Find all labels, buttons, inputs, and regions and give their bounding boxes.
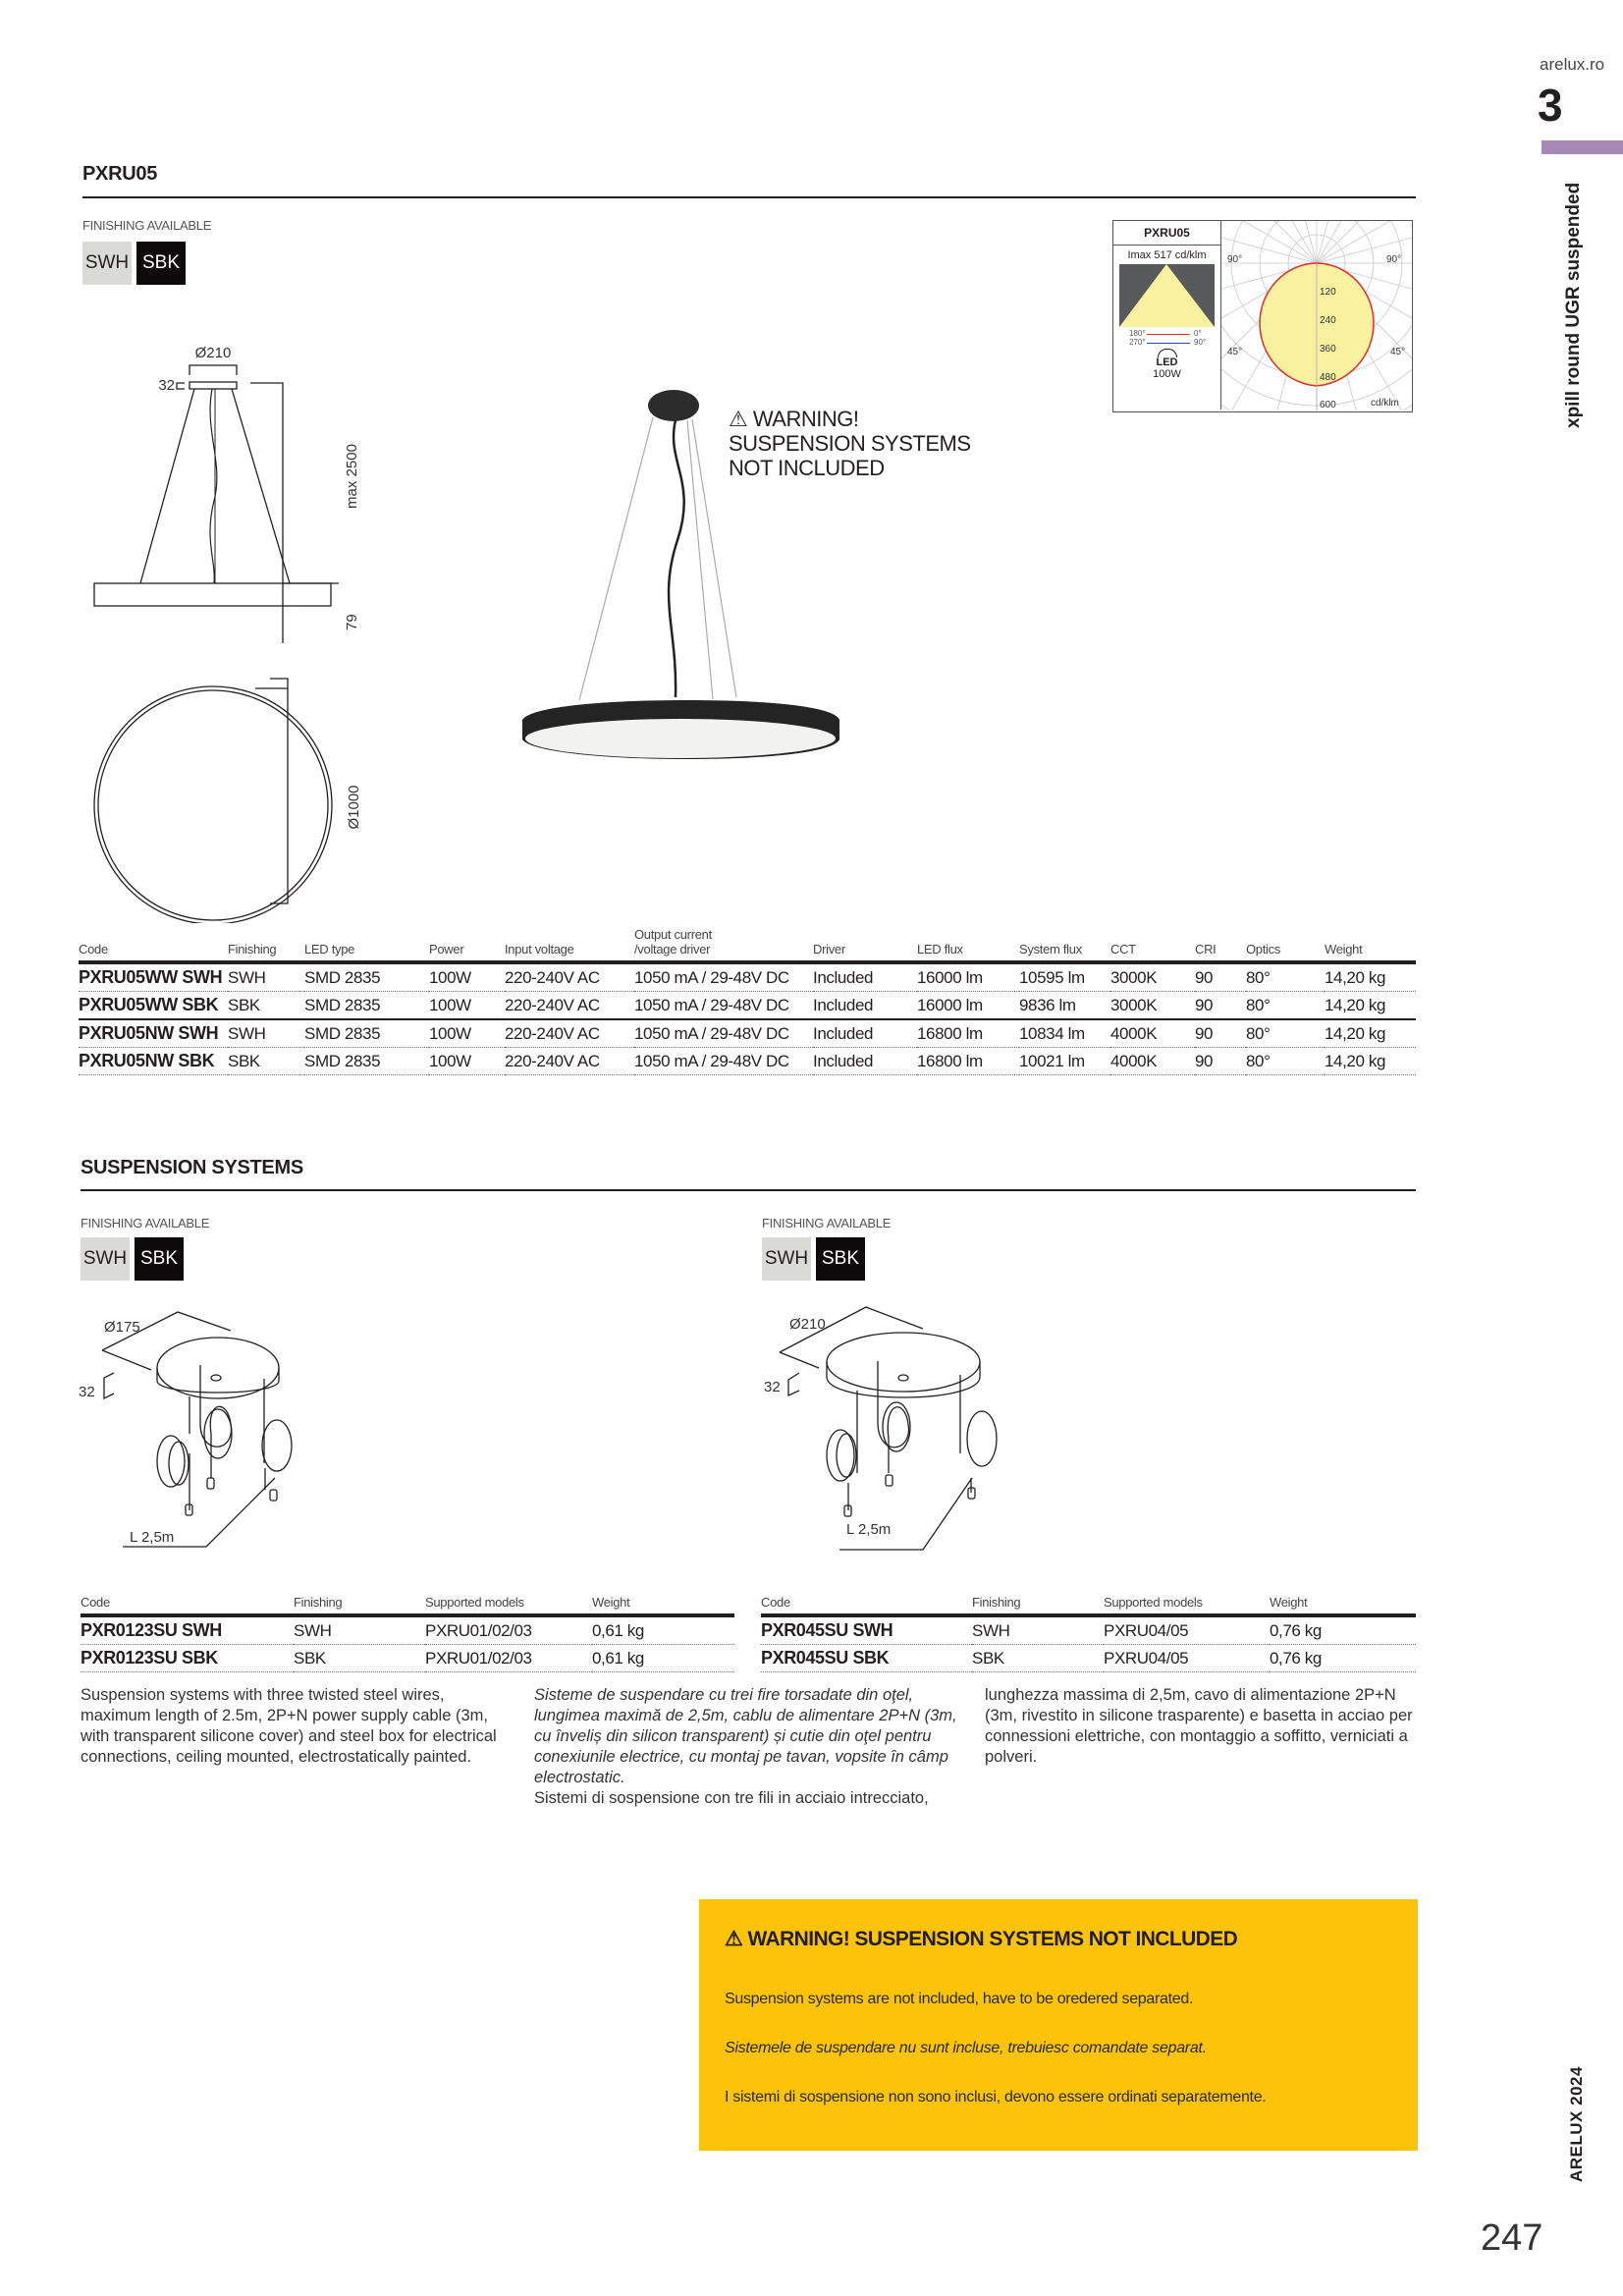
warning-triangle-icon: ⚠ bbox=[725, 1928, 743, 1950]
body-height-label: 79 bbox=[344, 614, 360, 630]
table-row bbox=[79, 1019, 1416, 1048]
col-supported-models: Supported models bbox=[425, 1595, 592, 1615]
warning-line-1: WARNING! bbox=[752, 407, 859, 431]
table-cell: 220-240V AC bbox=[505, 992, 634, 1020]
table-cell: 3000K bbox=[1110, 992, 1195, 1020]
col-output-current: Output current /voltage driver bbox=[634, 927, 813, 962]
table-cell: PXRU04/05 bbox=[1104, 1645, 1270, 1672]
product-code: PXRU05NW SWH bbox=[79, 1019, 228, 1048]
suspension-title: SUSPENSION SYSTEMS bbox=[81, 1157, 303, 1178]
brand-year: ARELUX 2024 bbox=[1567, 2066, 1586, 2182]
product-code: PXRU05NW SBK bbox=[79, 1048, 228, 1075]
unit-label: cd/klm bbox=[1371, 398, 1399, 409]
ring-label-120: 120 bbox=[1320, 287, 1336, 298]
col-weight: Weight bbox=[1325, 927, 1416, 962]
table-cell: 1050 mA / 29-48V DC bbox=[634, 1048, 813, 1075]
table-row bbox=[761, 1615, 1416, 1645]
description-it: lunghezza massima di 2,5m, cavo di alimentazione 2P+N (3m, rivestito in silicone trasparente) e basetta in acciao per connessioni elettriche, con montaggio a soffitto, verniciati a polveri. bbox=[985, 1686, 1413, 1766]
table-cell: 220-240V AC bbox=[505, 1048, 634, 1075]
finish-swatch-sbk-left: SBK bbox=[135, 1237, 184, 1281]
technical-drawing bbox=[79, 334, 393, 923]
chapter-number: 3 bbox=[1538, 80, 1563, 131]
table-cell: 10834 lm bbox=[1019, 1019, 1110, 1048]
canopy-outline bbox=[189, 382, 237, 389]
table-row bbox=[79, 992, 1416, 1020]
spec-table bbox=[79, 927, 1416, 1075]
col-driver: Driver bbox=[813, 927, 917, 962]
table-cell: 0,76 kg bbox=[1270, 1645, 1416, 1672]
warning-text-en: Suspension systems are not included, have to be oredered separated. bbox=[725, 1991, 1194, 2007]
chapter-color-bar bbox=[1542, 140, 1623, 154]
table-cell: 100W bbox=[429, 1019, 505, 1048]
table-cell: Included bbox=[813, 1019, 917, 1048]
finish-swatch-swh-left: SWH bbox=[81, 1237, 130, 1281]
finish-swatch-swh-right: SWH bbox=[762, 1237, 811, 1281]
finishing-label-right: FINISHING AVAILABLE bbox=[762, 1216, 892, 1230]
product-code: PXRU05WW SBK bbox=[79, 992, 228, 1020]
table-header-row bbox=[79, 927, 1416, 962]
col-system-flux: System flux bbox=[1019, 927, 1110, 962]
warning-box bbox=[699, 1899, 1418, 2151]
table-row bbox=[79, 962, 1416, 992]
suspension-drawing-right bbox=[746, 1296, 1070, 1561]
table-cell: 90 bbox=[1195, 992, 1246, 1020]
table-cell: SBK bbox=[294, 1645, 425, 1672]
angle-90-right: 90° bbox=[1386, 254, 1402, 265]
table-cell: SMD 2835 bbox=[304, 992, 429, 1020]
finishing-label: FINISHING AVAILABLE bbox=[82, 218, 212, 233]
warning-text-ro: Sistemele de suspendare nu sunt incluse, trebuiesc comandate separat. bbox=[725, 2040, 1207, 2056]
ring-label-600: 600 bbox=[1320, 400, 1336, 410]
table-cell: 14,20 kg bbox=[1325, 1019, 1416, 1048]
table-cell: 9836 lm bbox=[1019, 992, 1110, 1020]
table-cell: 1050 mA / 29-48V DC bbox=[634, 1019, 813, 1048]
suspension-table-left bbox=[81, 1595, 734, 1672]
imax-label: Imax 517 cd/klm bbox=[1127, 249, 1207, 261]
canopy-diameter-label: Ø175 bbox=[104, 1319, 140, 1336]
power-label: 100W bbox=[1153, 368, 1181, 380]
finishing-label-left: FINISHING AVAILABLE bbox=[81, 1216, 210, 1230]
product-code: PXR045SU SBK bbox=[761, 1645, 972, 1672]
table-cell: 14,20 kg bbox=[1325, 992, 1416, 1020]
warning-line-3: NOT INCLUDED bbox=[729, 456, 885, 480]
col-code: Code bbox=[79, 927, 228, 962]
table-cell: 100W bbox=[429, 962, 505, 992]
table-cell: Included bbox=[813, 992, 917, 1020]
table-row bbox=[81, 1645, 734, 1672]
description-it-start: Sistemi di sospensione con tre fili in acciaio intrecciato, bbox=[534, 1789, 929, 1807]
table-cell: SWH bbox=[228, 962, 304, 992]
finish-swatch-sbk: SBK bbox=[136, 242, 186, 285]
table-cell: 0,76 kg bbox=[1270, 1615, 1416, 1645]
table-cell: 16000 lm bbox=[917, 992, 1019, 1020]
canopy-height-label: 32 bbox=[764, 1379, 781, 1395]
col-input-voltage: Input voltage bbox=[505, 927, 634, 962]
angle-90-left: 90° bbox=[1227, 254, 1243, 265]
diameter-label: Ø1000 bbox=[346, 785, 362, 830]
col-finishing: Finishing bbox=[228, 927, 304, 962]
cable-length-label: L 2,5m bbox=[130, 1529, 175, 1546]
table-cell: 220-240V AC bbox=[505, 1019, 634, 1048]
canopy-diameter-label: Ø210 bbox=[194, 345, 232, 361]
ring-label-480: 480 bbox=[1320, 372, 1336, 383]
table-cell: 3000K bbox=[1110, 962, 1195, 992]
table-cell: 90 bbox=[1195, 962, 1246, 992]
table-cell: Included bbox=[813, 1048, 917, 1075]
table-cell: 4000K bbox=[1110, 1019, 1195, 1048]
fixture-body-outline bbox=[94, 583, 331, 606]
table-cell: 90 bbox=[1195, 1048, 1246, 1075]
table-cell: 1050 mA / 29-48V DC bbox=[634, 962, 813, 992]
col-code: Code bbox=[81, 1595, 294, 1615]
table-cell: SMD 2835 bbox=[304, 962, 429, 992]
product-code: PXRU05WW SWH bbox=[79, 962, 228, 992]
table-cell: 80° bbox=[1246, 1048, 1325, 1075]
product-code: PXR045SU SWH bbox=[761, 1615, 972, 1645]
table-cell: SMD 2835 bbox=[304, 1019, 429, 1048]
plane-legend: 180° 0° 270° 90° bbox=[1129, 329, 1207, 347]
canopy-diameter-label: Ø210 bbox=[789, 1316, 826, 1333]
table-row bbox=[761, 1645, 1416, 1672]
col-weight: Weight bbox=[1270, 1595, 1416, 1615]
table-cell: 80° bbox=[1246, 992, 1325, 1020]
table-header-row bbox=[81, 1595, 734, 1615]
site-url: arelux.ro bbox=[1540, 55, 1605, 74]
table-cell: PXRU01/02/03 bbox=[425, 1615, 592, 1645]
description-en: Suspension systems with three twisted steel wires, maximum length of 2.5m, 2P+N power supply cable (3m, with transparent silicone cover) and steel box for electrical connections, ceiling mounted, electrostatically painted. bbox=[81, 1686, 497, 1766]
product-code: PXR0123SU SBK bbox=[81, 1645, 294, 1672]
table-cell: 16800 lm bbox=[917, 1019, 1019, 1048]
table-cell: PXRU01/02/03 bbox=[425, 1645, 592, 1672]
col-cri: CRI bbox=[1195, 927, 1246, 962]
table-cell: 0,61 kg bbox=[592, 1645, 734, 1672]
table-cell: SWH bbox=[228, 1019, 304, 1048]
table-cell: 16800 lm bbox=[917, 1048, 1019, 1075]
warning-text-it: I sistemi di sospensione non sono inclusi, devono essere ordinati separatemente. bbox=[725, 2089, 1267, 2105]
table-cell: Included bbox=[813, 962, 917, 992]
polar-chart bbox=[1221, 221, 1412, 410]
warning-box-title: ⚠ WARNING! SUSPENSION SYSTEMS NOT INCLUDED bbox=[725, 1928, 1238, 1950]
table-cell: 90 bbox=[1195, 1019, 1246, 1048]
table-cell: SBK bbox=[228, 1048, 304, 1075]
col-power: Power bbox=[429, 927, 505, 962]
photometry-model: PXRU05 bbox=[1113, 221, 1220, 246]
canopy-height-label: 32 bbox=[79, 1384, 95, 1400]
col-finishing: Finishing bbox=[972, 1595, 1104, 1615]
table-header-row bbox=[761, 1595, 1416, 1615]
ring-label-240: 240 bbox=[1320, 315, 1336, 326]
table-cell: 10595 lm bbox=[1019, 962, 1110, 992]
col-weight: Weight bbox=[592, 1595, 734, 1615]
side-title: xpill round UGR suspended bbox=[1563, 182, 1584, 428]
table-cell: 100W bbox=[429, 992, 505, 1020]
warning-note bbox=[729, 407, 971, 480]
divider bbox=[82, 196, 1416, 198]
angle-45-right: 45° bbox=[1390, 347, 1406, 357]
product-title: PXRU05 bbox=[82, 163, 158, 185]
cable-length-label: L 2,5m bbox=[846, 1521, 892, 1538]
col-supported-models: Supported models bbox=[1104, 1595, 1270, 1615]
table-cell: SWH bbox=[972, 1615, 1104, 1645]
finish-swatch-swh: SWH bbox=[82, 242, 132, 285]
table-cell: 80° bbox=[1246, 1019, 1325, 1048]
warning-line-2: SUSPENSION SYSTEMS bbox=[729, 431, 971, 456]
ring-label-360: 360 bbox=[1320, 344, 1336, 355]
table-cell: 0,61 kg bbox=[592, 1615, 734, 1645]
canopy-outline bbox=[827, 1333, 980, 1392]
divider bbox=[81, 1189, 1416, 1191]
table-cell: 4000K bbox=[1110, 1048, 1195, 1075]
fixture-plan-outline bbox=[94, 686, 332, 923]
col-code: Code bbox=[761, 1595, 972, 1615]
col-led-type: LED type bbox=[304, 927, 429, 962]
table-cell: 80° bbox=[1246, 962, 1325, 992]
warning-triangle-icon: ⚠ bbox=[729, 407, 748, 431]
description-ro-it bbox=[534, 1685, 966, 1809]
table-cell: SBK bbox=[972, 1645, 1104, 1672]
table-cell: 1050 mA / 29-48V DC bbox=[634, 992, 813, 1020]
canopy-height-label: 32 bbox=[158, 377, 175, 394]
table-cell: 10021 lm bbox=[1019, 1048, 1110, 1075]
table-cell: SMD 2835 bbox=[304, 1048, 429, 1075]
description-ro: Sisteme de suspendare cu trei fire torsadate din oţel, lungimea maximă de 2,5m, cablu de alimentare 2P+N (3m, cu înveliș din silicon transparent) și cutie din oţel pentru conexiunile electrice, cu montaj pe tavan, vopsite în câmp electrostatic. bbox=[534, 1686, 957, 1786]
max-length-label: max 2500 bbox=[344, 444, 360, 509]
table-cell: 14,20 kg bbox=[1325, 962, 1416, 992]
col-cct: CCT bbox=[1110, 927, 1195, 962]
suspension-drawing-left bbox=[69, 1296, 393, 1561]
table-cell: 220-240V AC bbox=[505, 962, 634, 992]
table-row bbox=[79, 1048, 1416, 1075]
col-led-flux: LED flux bbox=[917, 927, 1019, 962]
photometric-diagram bbox=[1112, 220, 1413, 412]
table-cell: SWH bbox=[294, 1615, 425, 1645]
table-cell: PXRU04/05 bbox=[1104, 1615, 1270, 1645]
col-optics: Optics bbox=[1246, 927, 1325, 962]
table-cell: 16000 lm bbox=[917, 962, 1019, 992]
table-cell: 100W bbox=[429, 1048, 505, 1075]
beam-icon bbox=[1119, 264, 1215, 327]
table-row bbox=[81, 1615, 734, 1645]
table-cell: 14,20 kg bbox=[1325, 1048, 1416, 1075]
table-cell: SBK bbox=[228, 992, 304, 1020]
product-code: PXR0123SU SWH bbox=[81, 1615, 294, 1645]
finish-swatch-sbk-right: SBK bbox=[816, 1237, 865, 1281]
led-label: LED bbox=[1156, 356, 1178, 368]
page-number: 247 bbox=[1481, 2217, 1543, 2259]
suspension-table-right bbox=[761, 1595, 1416, 1672]
col-finishing: Finishing bbox=[294, 1595, 425, 1615]
angle-45-left: 45° bbox=[1227, 347, 1243, 357]
